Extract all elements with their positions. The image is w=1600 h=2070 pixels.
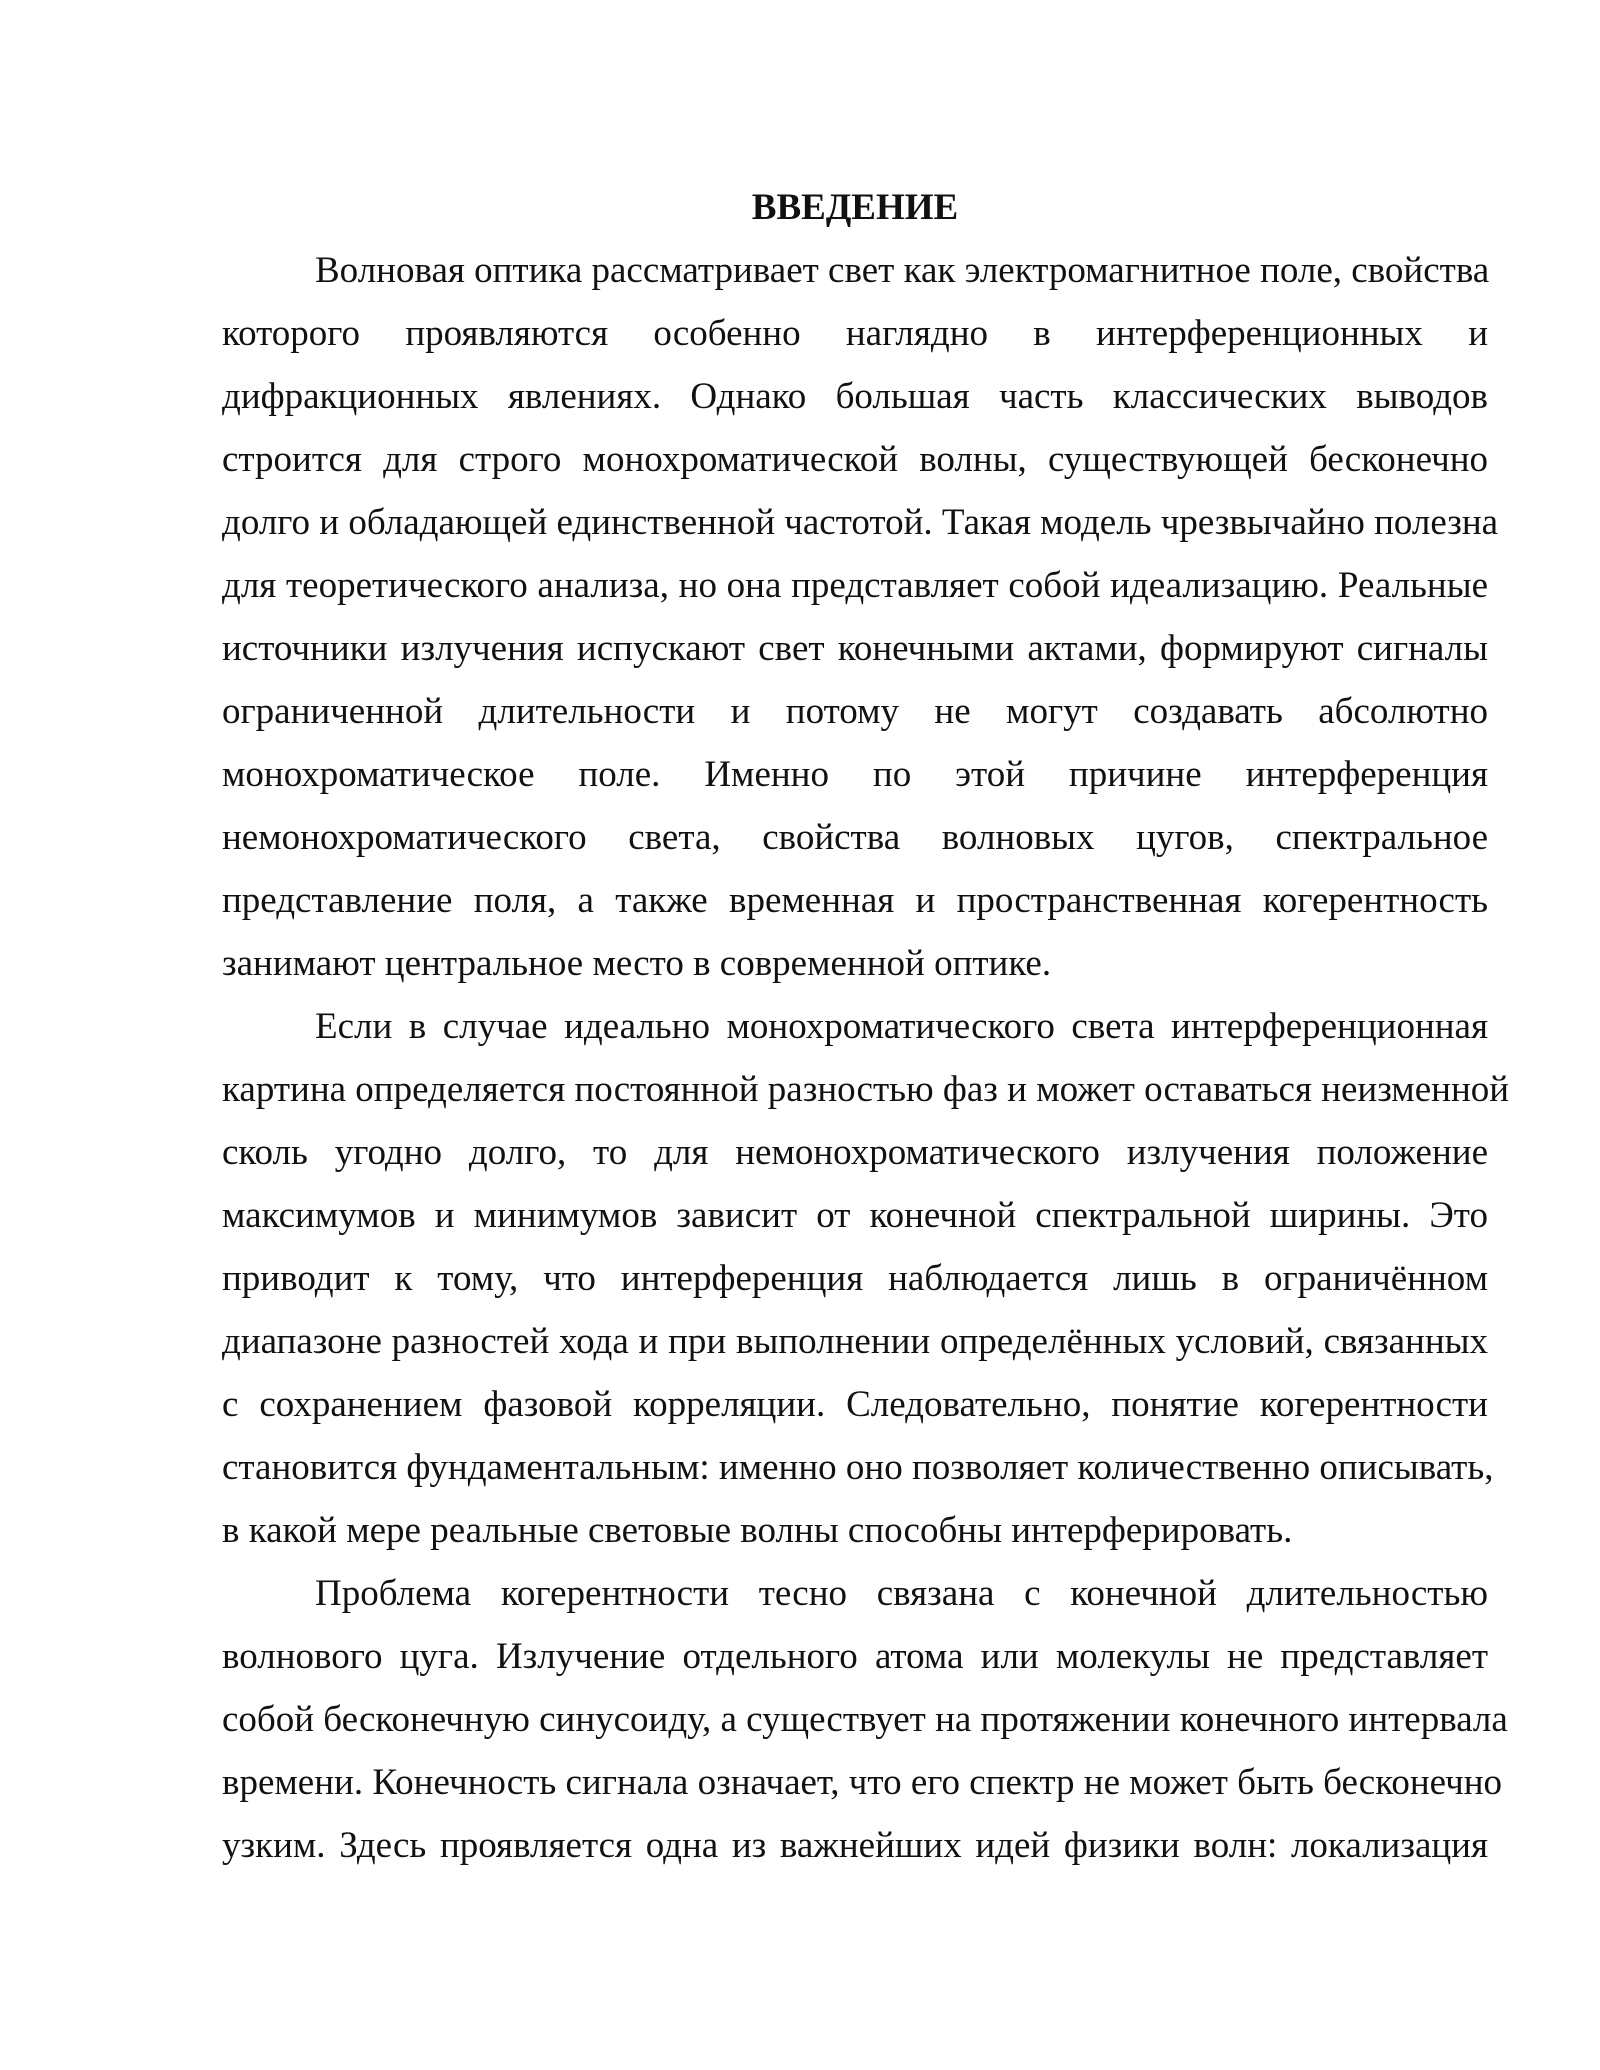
text-line: максимумов и минимумов зависит от конечной спектральной ширины. Это	[222, 1195, 1488, 1236]
text-line: становится фундаментальным: именно оно позволяет количественно описывать,	[222, 1447, 1494, 1488]
text-line: диапазоне разностей хода и при выполнении определённых условий, связанных	[222, 1321, 1488, 1362]
section-title: ВВЕДЕНИЕ	[751, 187, 959, 228]
text-line: Проблема когерентности тесно связана с конечной длительностью	[315, 1573, 1488, 1614]
text-line: сколь угодно долго, то для немонохроматического излучения положение	[222, 1132, 1488, 1173]
text-line: долго и обладающей единственной частотой. Такая модель чрезвычайно полезна	[222, 502, 1499, 543]
text-line: с сохранением фазовой корреляции. Следовательно, понятие когерентности	[222, 1384, 1488, 1425]
document-page	[222, 176, 1510, 1877]
text-line: занимают центральное место в современной оптике.	[222, 943, 1052, 984]
document-body	[222, 239, 1510, 1877]
text-line: собой бесконечную синусоиду, а существует на протяжении конечного интервала	[222, 1699, 1508, 1740]
text-line: приводит к тому, что интерференция наблюдается лишь в ограничённом	[222, 1258, 1488, 1299]
text-line: для теоретического анализа, но она представляет собой идеализацию. Реальные	[222, 565, 1488, 606]
text-line: представление поля, а также временная и пространственная когерентность	[222, 880, 1488, 921]
text-line: монохроматическое поле. Именно по этой причине интерференция	[222, 754, 1488, 795]
paragraph	[222, 1562, 1508, 1877]
text-line: дифракционных явлениях. Однако большая часть классических выводов	[222, 376, 1488, 417]
text-line: Волновая оптика рассматривает свет как электромагнитное поле, свойства	[315, 250, 1490, 291]
text-line: в какой мере реальные световые волны способны интерферировать.	[222, 1510, 1293, 1551]
text-line: строится для строго монохроматической волны, существующей бесконечно	[222, 439, 1488, 480]
text-line: источники излучения испускают свет конечными актами, формируют сигналы	[222, 628, 1488, 669]
text-line: времени. Конечность сигнала означает, что его спектр не может быть бесконечно	[222, 1762, 1503, 1803]
text-line: волнового цуга. Излучение отдельного атома или молекулы не представляет	[222, 1636, 1488, 1677]
text-line: картина определяется постоянной разностью фаз и может оставаться неизменной	[222, 1069, 1510, 1110]
text-line: узким. Здесь проявляется одна из важнейших идей физики волн: локализация	[222, 1825, 1488, 1866]
paragraph	[222, 995, 1510, 1562]
text-line: которого проявляются особенно наглядно в интерференционных и	[222, 313, 1488, 354]
paragraph	[222, 239, 1499, 995]
text-line: немонохроматического света, свойства волновых цугов, спектральное	[222, 817, 1488, 858]
text-line: ограниченной длительности и потому не могут создавать абсолютно	[222, 691, 1488, 732]
text-line: Если в случае идеально монохроматического света интерференционная	[315, 1006, 1488, 1047]
